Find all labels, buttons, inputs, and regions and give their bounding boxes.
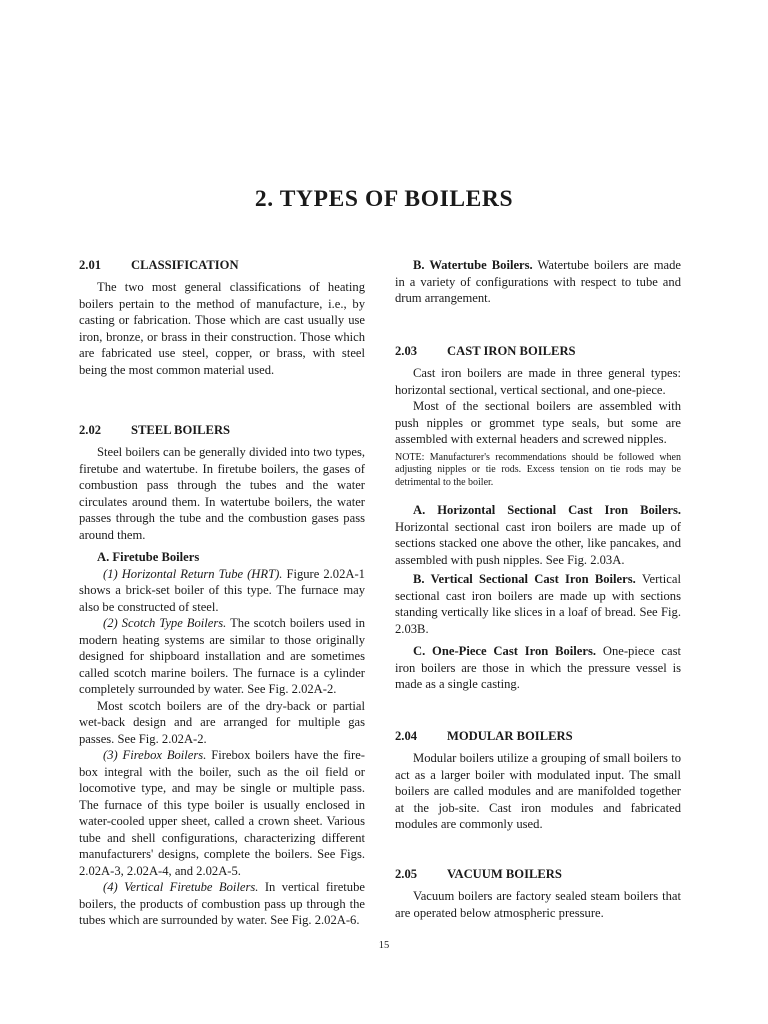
- paragraph: [79, 879, 365, 929]
- paragraph: Most scotch boilers are of the dry-back or partial wet-back design and are arranged for multiple gas passes. See Fig. 2.02A-2.: [79, 698, 365, 746]
- paragraph: [395, 643, 681, 693]
- section-heading-2-05: [395, 866, 681, 883]
- section-number: 2.02: [79, 423, 102, 437]
- item-text: Horizontal sectional cast iron boilers are made up of sections stacked one above the other, like pancakes, and assembled with push nipples. See Fig. 2.03A.: [395, 519, 681, 567]
- section-number: 2.01: [79, 258, 102, 272]
- vertical-sectional-block: [395, 571, 681, 637]
- paragraph: Modular boilers utilize a grouping of small boilers to act as a larger boiler with modulated input. The small boilers are called modules and are manifolded together at the job-site. Cast iron modules and fabricated modules are commonly used.: [395, 751, 681, 831]
- paragraph: [79, 615, 365, 698]
- item-label: (1) Horizontal Return Tube (HRT).: [103, 566, 283, 581]
- paragraph: [395, 502, 681, 568]
- section-number: 2.04: [395, 729, 418, 743]
- vacuum-boilers-text: [395, 888, 681, 921]
- paragraph: Vacuum boilers are factory sealed steam boilers that are operated below atmospheric pressure.: [395, 889, 681, 920]
- one-piece-block: [395, 643, 681, 693]
- item-label: A. Horizontal Sectional Cast Iron Boilers.: [413, 503, 681, 517]
- section-heading-2-01: [79, 257, 365, 274]
- paragraph: [395, 257, 681, 307]
- section-number: 2.05: [395, 867, 418, 881]
- section-title: CAST IRON BOILERS: [447, 344, 576, 358]
- item-text: Watertube boilers are made in a variety of configurations with respect to tube and drum arrangement.: [395, 258, 681, 305]
- item-label: (4) Vertical Firetube Boilers.: [103, 880, 259, 894]
- item-text: The scotch boilers used in modern heating systems are similar to those originally designed for shipboard installation and are sometimes called scotch marine boilers. The furnace is a cylinder completely surrounded by water. See Fig. 2.02A-2.: [79, 616, 365, 696]
- section-title: STEEL BOILERS: [131, 423, 231, 437]
- paragraph: [79, 566, 365, 616]
- item-text: One-piece cast iron boilers are those in which the pressure vessel is made as a single casting.: [395, 644, 682, 691]
- horizontal-sectional-block: [395, 502, 681, 568]
- paragraph: [395, 571, 681, 637]
- paragraph: The two most general classifications of heating boilers pertain to the method of manufacture, i.e., by casting or fabrication. Those which are cast usually use iron, bronze, or brass in their construction. Those which are fabricated use steel, copper, or brass, with steel being the most common material used.: [79, 280, 365, 377]
- chapter-title: 2. TYPES OF BOILERS: [254, 186, 514, 212]
- note-text: NOTE: Manufacturer's recommendations should be followed when adjusting nipples or tie rods. Excess tension on tie rods may be detrimental to the boiler.: [395, 452, 681, 488]
- steel-boilers-text: [79, 444, 365, 543]
- paragraph: [79, 747, 365, 879]
- section-title: CLASSIFICATION: [131, 258, 239, 272]
- section-number: 2.03: [395, 344, 418, 358]
- item-label: B. Vertical Sectional Cast Iron Boilers.: [413, 572, 636, 586]
- page-number: 15: [378, 940, 390, 951]
- cast-iron-text: [395, 365, 681, 448]
- item-text: Figure 2.02A-1 shows a brick-set boiler of this type. The furnace may also be constructed of steel.: [79, 566, 365, 614]
- section-heading-2-02: [79, 422, 365, 439]
- section-title: VACUUM BOILERS: [447, 867, 562, 881]
- item-label: C. One-Piece Cast Iron Boilers.: [413, 644, 597, 658]
- item-label: (2) Scotch Type Boilers.: [103, 616, 227, 630]
- subsection-heading: A. Firetube Boilers: [97, 550, 200, 564]
- classification-text: [79, 279, 365, 378]
- item-text: Firebox boilers have the fire-box integral with the boiler, such as the oil field or locomotive type, and may be single or multiple pass. The furnace of this type boiler is usually enclosed in water-cooled upper sheet, called a crown sheet. Various tube and shell configurations, characterizing different manufacturers' designs, complete the boilers. See Figs. 2.02A-3, 2.02A-4, and 2.02A-5.: [79, 748, 365, 878]
- paragraph: Steel boilers can be generally divided into two types, firetube and watertube. In firetube boilers, the gases of combustion pass through the tubes and the water circulates around them. In watertube boilers, the water passes through the tube and the combustion gases pass around them.: [79, 445, 365, 542]
- section-title: MODULAR BOILERS: [447, 729, 573, 743]
- paragraph: Cast iron boilers are made in three general types: horizontal sectional, vertical sectional, and one-piece.: [395, 366, 681, 397]
- section-heading-2-03: [395, 343, 681, 360]
- modular-boilers-text: [395, 750, 681, 833]
- manufacturer-note: [395, 452, 681, 489]
- watertube-boilers-block: [395, 257, 681, 307]
- firetube-boilers-block: [79, 549, 365, 929]
- paragraph: Most of the sectional boilers are assembled with push nipples or grommet type seals, but some are assembled with external headers and screwed nipples.: [395, 399, 681, 446]
- section-heading-2-04: [395, 728, 681, 745]
- item-label: (3) Firebox Boilers.: [103, 748, 207, 762]
- item-label: B. Watertube Boilers.: [413, 258, 533, 272]
- item-text: In vertical firetube boilers, the products of combustion pass up through the tubes which are surrounded by water. See Fig. 2.02A-6.: [79, 880, 365, 927]
- item-text: Vertical sectional cast iron boilers are made up with sections standing vertically like slices in a loaf of bread. See Fig. 2.03B.: [395, 572, 681, 636]
